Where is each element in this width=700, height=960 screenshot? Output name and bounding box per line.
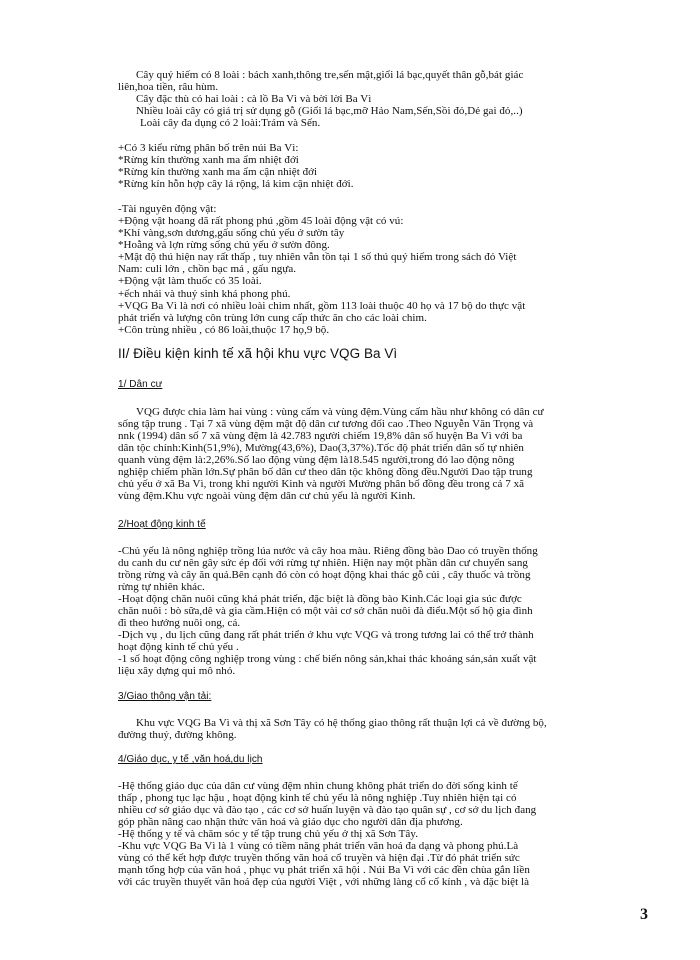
- population-heading: 1/ Dân cư: [118, 379, 163, 390]
- fauna-heading: -Tài nguyên động vật:: [118, 203, 217, 215]
- section-2-title: II/ Điều kiện kinh tế xã hội khu vực VQG Ba Vì: [118, 346, 398, 361]
- economy-line: đi theo hướng nuôi ong, cá.: [118, 617, 241, 629]
- education-line: nhiều cơ sở giáo dục và đào tạo , các cơ sở huấn luyện và đào tạo quân sự , cơ sở du lịch đang: [118, 804, 537, 816]
- flora-rare-species-cont: liên,hoa tiền, râu hùm.: [118, 81, 219, 93]
- economy-line: du canh du cư nên gây sức ép đối với rừng tự nhiên. Hiện nay một phần dân cư chuyển sang: [118, 557, 528, 569]
- forest-types-intro: +Có 3 kiểu rừng phân bố trên núi Ba Vì:: [118, 142, 299, 154]
- economy-line: hoạt động kinh tế chủ yếu .: [118, 641, 239, 653]
- economy-line: rừng tự nhiên khác.: [118, 581, 205, 593]
- population-line: chủ yếu ở xã Ba Vì, trong khi người Kinh và người Mường phân bố đồng đều trong cả 7 xã: [118, 478, 525, 490]
- flora-multipurpose-species: Loài cây đa dụng có 2 loài:Trám và Sến.: [140, 117, 321, 129]
- economy-line: -Chủ yếu là nông nghiệp trồng lúa nước và cây hoa màu. Riêng đồng bào Dao có truyền thống: [118, 545, 538, 557]
- education-line: mạnh tổng hợp của văn hoá , phục vụ phát triển xã hội . Núi Ba Vì với các đền chùa gắn liền: [118, 864, 530, 876]
- fauna-amphibians: +ếch nhái và thuỷ sinh khá phong phú.: [118, 288, 291, 300]
- economy-line: -Hoạt động chăn nuôi cũng khá phát triển, đặc biệt là đồng bào Kinh.Các loại gia súc được: [118, 593, 522, 605]
- economy-line: liệu xây dựng qui mô nhỏ.: [118, 665, 236, 677]
- population-line: sống tập trung . Tại 7 xã vùng đệm mật độ dân cư tương đối cao .Theo Nguyễn Văn Trọng và: [118, 418, 534, 430]
- page-number: 3: [640, 906, 648, 923]
- fauna-medicinal: +Động vật làm thuốc có 35 loài.: [118, 275, 262, 287]
- fauna-density-cont: Nam: culi lớn , chồn bạc má , gấu ngựa.: [118, 263, 297, 275]
- education-line: -Hệ thống y tế và chăm sóc y tế tập trung chủ yếu ở thị xã Sơn Tây.: [118, 828, 418, 840]
- forest-type-2: *Rừng kín thường xanh ma ẩm cận nhiệt đới: [118, 166, 318, 178]
- economy-line: chăn nuôi : bò sữa,dê và gia cầm.Hiện có một vài cơ sở chăn nuôi đà điểu.Một số hộ gia đình: [118, 605, 533, 617]
- fauna-insects: +Côn trùng nhiều , có 86 loài,thuộc 17 họ,9 bộ.: [118, 324, 330, 336]
- transport-line: Khu vực VQG Ba Vì và thị xã Sơn Tây có hệ thống giao thông rất thuận lợi cả về đường bộ,: [136, 717, 547, 729]
- transport-line: đường thuỷ, đường không.: [118, 729, 237, 741]
- fauna-mammals-east: *Hoẵng và lợn rừng sống chủ yếu ở sườn đông.: [118, 239, 330, 251]
- population-line: nghiệp chiếm phần lớn.Sự phân bố dân cư theo dân tộc không đồng đều.Người Dao tập trung: [118, 466, 533, 478]
- flora-rare-species: Cây quý hiếm có 8 loài : bách xanh,thông tre,sến mật,giổi lá bạc,quyết thân gỗ,bát giác: [136, 69, 524, 81]
- fauna-birds: +VQG Ba Vì là nơi có nhiều loài chim nhất, gồm 113 loài thuộc 40 họ và 17 bộ do thực vật: [118, 300, 526, 312]
- population-line: nnk (1994) dân số 7 xã vùng đệm là 42.783 người chiếm 19,8% dân số huyện Ba Vì với ba: [118, 430, 523, 442]
- economy-line: -1 số hoạt động công nghiệp trong vùng : chế biến nông sản,khai thác khoáng sản,sản xuất vật: [118, 653, 537, 665]
- economy-line: trồng rừng và cây ăn quả.Bên cạnh đó còn có hoạt động khai thác gỗ củi , cây thuốc và trồng: [118, 569, 531, 581]
- education-line: -Hệ thống giáo dục của dân cư vùng đệm nhìn chung không phát triển do đời sống kinh tế: [118, 780, 518, 792]
- education-line: -Khu vực VQG Ba Vì là 1 vùng có tiềm năng phát triển văn hoá đa dạng và phong phú.Là: [118, 840, 519, 852]
- flora-endemic-species: Cây đặc thù có hai loài : cà lồ Ba Vì và bời lời Ba Vì: [136, 93, 372, 105]
- fauna-birds-cont: phát triển và lượng côn trùng lớn cung cấp thức ăn cho các loài chim.: [118, 312, 427, 324]
- education-line: thấp , phong tục lạc hậu , hoạt động kinh tế chủ yếu là nông nghiệp .Tuy nhiên hiện tại có: [118, 792, 517, 804]
- population-line: quanh vùng đệm là:2,26%.Số lao động vùng đệm là18.545 người,trong đó lao động nông: [118, 454, 515, 466]
- education-line: với các truyền thuyết văn hoá đẹp của người Việt , với những làng cổ cổ kính , và đặc biệt là: [118, 876, 530, 888]
- fauna-mammals-west: *Khỉ vàng,sơn dương,gấu sống chủ yếu ở sườn tây: [118, 227, 345, 239]
- fauna-mammals: +Động vật hoang dã rất phong phú ,gồm 45 loài động vật có vú:: [118, 215, 404, 227]
- population-line: VQG được chia làm hai vùng : vùng cấm và vùng đệm.Vùng cấm hầu như không có dân cư: [136, 406, 544, 418]
- education-line: góp phần nâng cao nhận thức văn hoá và giáo dục cho người dân địa phương.: [118, 816, 463, 828]
- economy-line: -Dịch vụ , du lịch cũng đang rất phát triển ở khu vực VQG và trong tương lai có thể trở thành: [118, 629, 534, 641]
- forest-type-3: *Rừng kín hỗn hợp cây lá rộng, lá kim cận nhiệt đới.: [118, 178, 354, 190]
- economy-heading: 2/Hoạt động kinh tế: [118, 519, 206, 530]
- education-line: vùng có thể kết hợp được truyền thống văn hoá cổ truyền và hiện đại .Từ đó phát triển sức: [118, 852, 520, 864]
- flora-timber-species: Nhiều loài cây có giá trị sử dụng gỗ (Giổi lá bạc,mỡ Hảo Nam,Sến,Sồi đỏ,Dẻ gai đỏ,..): [136, 105, 523, 117]
- fauna-density: +Mật độ thú hiện nay rất thấp , tuy nhiên vẫn tồn tại 1 số thú quý hiếm trong sách đỏ Việt: [118, 251, 517, 263]
- education-heading: 4/Giáo dục, y tế ,văn hoá,du lịch: [118, 754, 263, 765]
- population-line: vùng đệm.Khu vực ngoài vùng đệm dân cư chủ yếu là người Kinh.: [118, 490, 416, 502]
- transport-heading: 3/Giao thông vận tải:: [118, 691, 212, 702]
- population-line: dân tộc chính:Kinh(51,9%), Mường(43,6%), Dao(3,37%).Tốc độ phát triển dân số tự nhiên: [118, 442, 524, 454]
- forest-type-1: *Rừng kín thường xanh ma ẩm nhiệt đới: [118, 154, 299, 166]
